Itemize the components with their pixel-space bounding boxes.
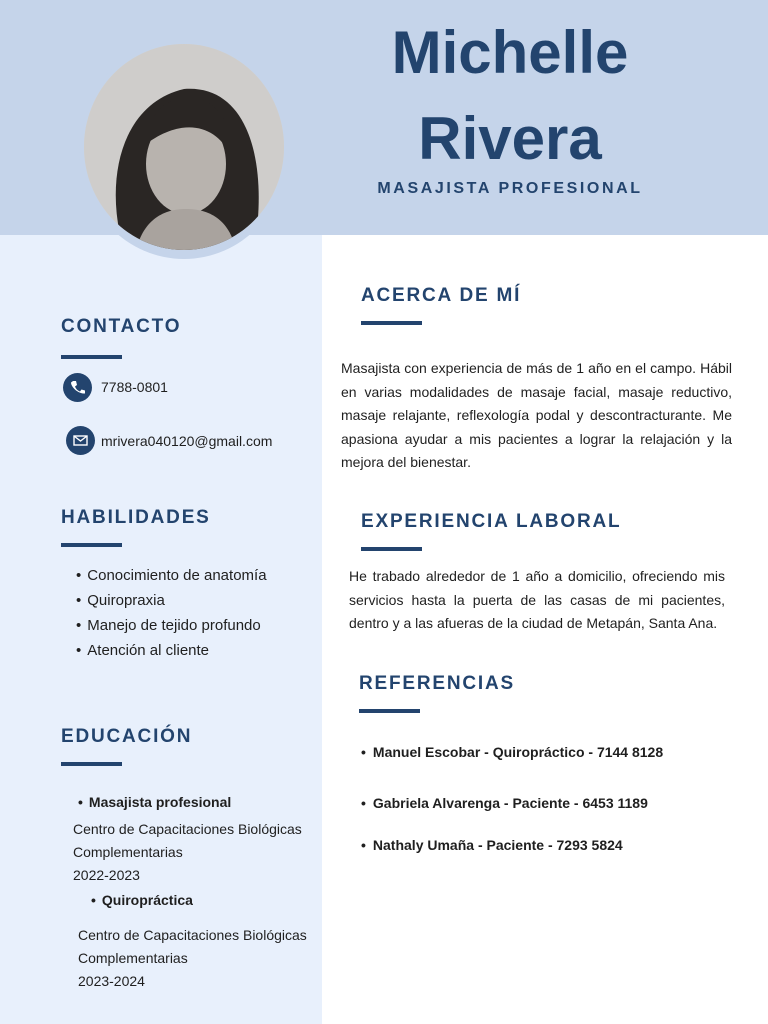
contact-heading: CONTACTO [61,316,182,337]
job-title: MASAJISTA PROFESIONAL [377,180,643,197]
experience-text: He trabado alrededor de 1 año a domicilio, ofreciendo mis servicios hasta la puerta de las casas de mi pacientes, dentro y a las afueras de la ciudad de Metapán, Santa Ana. [349,568,725,631]
edu-years: 2023-2024 [78,973,145,989]
skill-item: • Manejo de tejido profundo [76,613,267,638]
reference-item: • Nathaly Umaña - Paciente - 7293 5824 [361,837,623,853]
last-name: Rivera [418,105,602,172]
edu-degree: • Quiropráctica [91,892,193,908]
skill-item: • Atención al cliente [76,638,267,663]
skill-item: • Conocimiento de anatomía [76,563,267,588]
reference-item: • Manuel Escobar - Quiropráctico - 7144 8128 [361,744,663,760]
skill-item: • Quiropraxia [76,588,267,613]
edu-years: 2022-2023 [73,867,140,883]
phone-icon [63,373,92,402]
about-text: Masajista con experiencia de más de 1 año en el campo. Hábil en varias modalidades de masaje facial, masaje reductivo, masaje relajante, reflexología podal y descontracturante. Me apasiona ayudar a mis pacientes a lograr la relajación y la mejora del bienestar. [341,360,732,470]
about-heading: ACERCA DE MÍ [361,285,522,306]
envelope-icon [66,426,95,455]
skills-heading: HABILIDADES [61,507,211,528]
contact-underline [61,355,122,359]
reference-item: • Gabriela Alvarenga - Paciente - 6453 1189 [361,795,648,811]
first-name: Michelle [391,19,629,86]
skills-underline [61,543,122,547]
references-underline [359,709,420,713]
about-underline [361,321,422,325]
contact-email[interactable]: mrivera040120@gmail.com [101,433,273,449]
experience-heading: EXPERIENCIA LABORAL [361,511,622,532]
education-heading: EDUCACIÓN [61,726,193,747]
contact-phone: 7788-0801 [101,379,168,395]
edu-degree: • Masajista profesional [78,794,231,810]
profile-photo [84,44,284,250]
skills-list [76,563,267,663]
references-heading: REFERENCIAS [359,673,515,694]
edu-institution: Centro de Capacitaciones Biológicas Complementarias [78,927,307,966]
education-underline [61,762,122,766]
experience-underline [361,547,422,551]
edu-institution: Centro de Capacitaciones Biológicas Complementarias [73,821,302,860]
